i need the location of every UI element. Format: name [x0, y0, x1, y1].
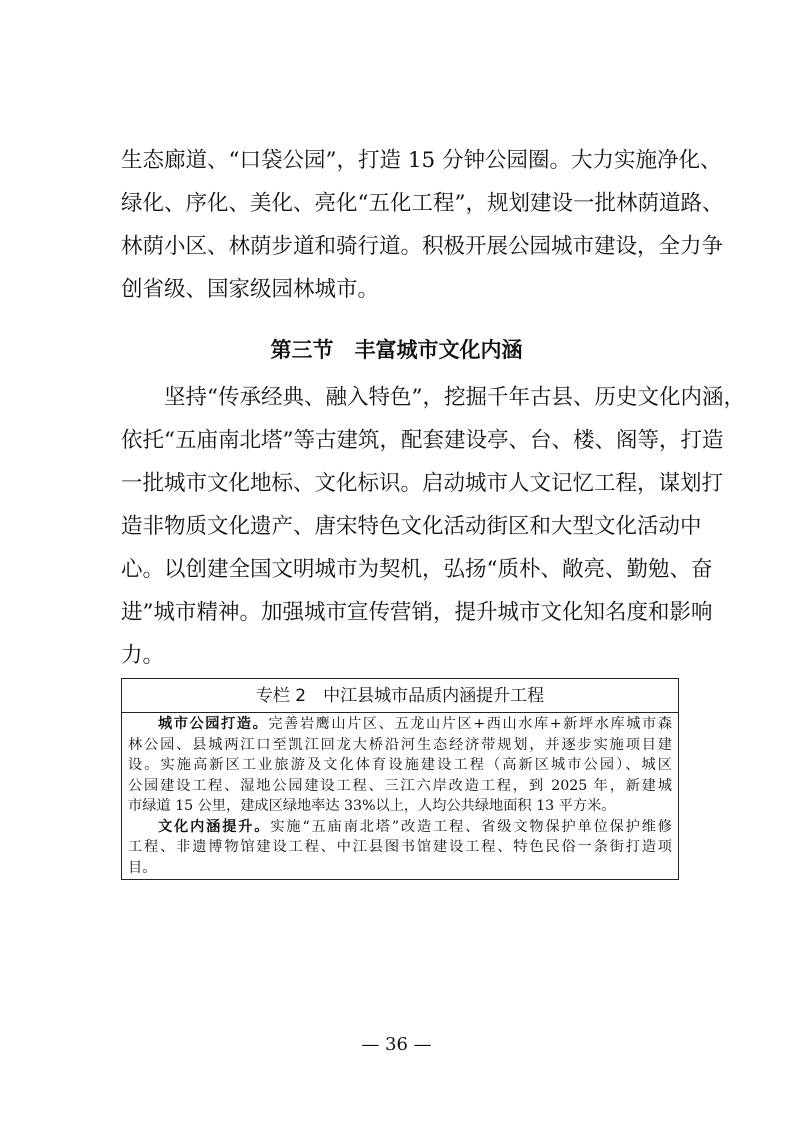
text-line: 绿化、序化、美化、亮化“五化工程”，规划建设一批林荫道路、 — [121, 191, 724, 216]
text-line: 一批城市文化地标、文化标识。启动城市人文记忆工程，谋划打 — [121, 471, 724, 496]
text-line: 力。 — [121, 643, 165, 668]
text-line: 林荫小区、林荫步道和骑行道。积极开展公园城市建设，全力争 — [121, 234, 724, 259]
text-line: 创省级、国家级园林城市。 — [121, 277, 380, 302]
text-line: 依托“五庙南北塔”等古建筑，配套建设亭、台、楼、阁等，打造 — [121, 428, 724, 453]
box-line: 设。实施高新区工业旅游及文化体育设施建设工程（高新区城市公园）、城区 — [128, 757, 672, 773]
item-label: 文化内涵提升。 — [158, 818, 271, 835]
item-label: 城市公园打造。 — [158, 716, 269, 732]
box-line: 林公园、县城两江口至凯江回龙大桥沿河生态经济带规划，并逐步实施项目建 — [128, 736, 672, 753]
box-line: 工程、非遗博物馆建设工程、中江县图书馆建设工程、特色民俗一条街打造项 — [128, 839, 672, 855]
box-line — [128, 715, 672, 733]
text-line: 心。以创建全国文明城市为契机，弘扬“质朴、敞亮、勤勉、奋 — [121, 557, 713, 582]
box-line: 市绿道 15 公里，建成区绿地率达 33%以上，人均公共绿地面积 13 平方米。 — [128, 798, 616, 814]
box-title: 专栏 2 中江县城市品质内涵提升工程 — [122, 679, 678, 713]
text-line: 造非物质文化遗产、唐宋特色文化活动街区和大型文化活动中 — [121, 514, 702, 539]
section-heading: 第三节 丰富城市文化内涵 — [270, 338, 523, 362]
box-line — [128, 818, 672, 836]
column-box — [121, 678, 679, 880]
box-text: 实施“五庙南北塔”改造工程、省级文物保护单位保护维修 — [270, 818, 672, 835]
box-line: 目。 — [128, 859, 157, 876]
page-number: — 36 — — [361, 1034, 432, 1055]
text-line: 坚持“传承经典、融入特色”，挖掘千年古县、历史文化内涵， — [164, 385, 745, 410]
text-line: 生态廊道、“口袋公园”，打造 15 分钟公园圈。大力实施净化、 — [121, 148, 722, 173]
text-line: 进”城市精神。加强城市宣传营销，提升城市文化知名度和影响 — [121, 600, 713, 625]
box-line: 公园建设工程、湿地公园建设工程、三江六岸改造工程，到 2025 年，新建城 — [128, 777, 672, 794]
box-text: 完善岩鹰山片区、五龙山片区+西山水库+新坪水库城市森 — [268, 716, 672, 732]
